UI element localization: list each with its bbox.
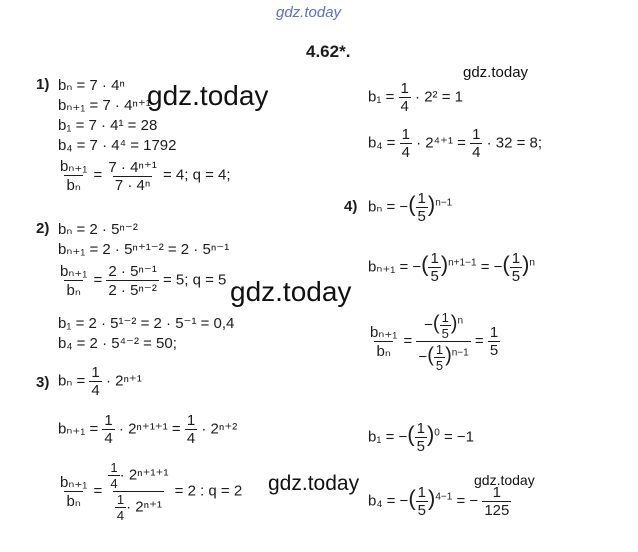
top-sign: − [424,316,433,334]
ratio-top-power: · 2ⁿ⁺¹⁺¹ [119,466,169,484]
watermark-1: gdz.today [463,64,529,81]
part-2-ratio: $\frac{\text{bₙ₊₁}}{\text{bₙ}}$ = $\frac{\text{2 · 5ⁿ⁻¹}}{\text{2 · 5ⁿ⁻²}}$ = 5; q = 5 [60,263,227,299]
watermark-3: gdz.today [230,276,352,307]
frac-num: 1 [416,420,425,437]
right-b1 [368,80,463,115]
frac-num: 1 [430,250,439,267]
frac-num: 1 [91,364,100,381]
frac-den: 4 [116,508,125,523]
b4-label: b₄ = [368,134,396,152]
part-3-line-1 [58,364,142,399]
frac-num: 1 [435,342,444,357]
top-exp: n [457,315,464,327]
bot-sign: − [418,348,428,366]
ratio-eq: = [474,332,484,350]
part-3-line-2 [58,412,237,447]
bn1-mid: · 2ⁿ⁺¹⁺¹ = [118,420,181,438]
frac-num: 1 [104,412,113,429]
p4-b1: b₁ = −( $\frac{1}{5}$ )$^0$ = −1 [368,420,475,455]
bn-exp: n−1 [435,197,453,209]
part-2-tail-2: b₄ = 2 · 5⁴⁻² = 50; [58,335,177,352]
frac-num: 1 [116,492,125,507]
part-1-line-4: b₄ = 7 · 4⁴ = 1792 [58,137,177,154]
frac-num: 1 [441,310,449,325]
frac-den: 4 [110,476,118,491]
frac-den: 4 [401,144,410,161]
bn1-exp-2: n [529,257,535,269]
ratio-num-left: bₙ₊₁ [60,474,88,491]
p4-bn1: bₙ₊₁ = −( $\frac{1}{5}$ )$^{n+1-1}$ = −( $\frac{1}{5}$ )$^n$ [368,250,535,285]
frac-den: 4 [400,98,409,115]
frac-den: 4 [472,144,481,161]
ratio-num-left: bₙ₊₁ [60,158,88,175]
bn1-exp: n+1−1 [448,257,477,269]
part-2-tail-1: b₁ = 2 · 5¹⁻² = 2 · 5⁻¹ = 0,4 [58,315,235,332]
ratio-den-right: 2 · 5ⁿ⁻² [108,282,157,299]
ratio-result: = 5; q = 5 [163,271,227,289]
part-1-line-1: bₙ = 7 · 4ⁿ [58,77,125,94]
ratio-den-left: bₙ [66,282,81,299]
frac-den: 5 [417,502,426,519]
part-2-line-2: bₙ₊₁ = 2 · 5ⁿ⁺¹⁻² = 2 · 5ⁿ⁻¹ [58,241,230,258]
frac-num: 1 [401,126,410,143]
frac-den: 125 [484,502,510,519]
b1-value: · 2² = 1 [415,88,463,106]
p4-b4: b₄ = −( $\frac{1}{5}$ )$^{4-1}$ = − $\frac{1}{125}$ [368,484,510,519]
b4-exp: 4−1 [435,491,453,503]
b1-label: b₁ = [368,88,395,106]
b4-label: b₄ = − [368,492,409,510]
ratio-num-left: bₙ₊₁ [60,263,88,280]
ratio-bottom-power: · 2ⁿ⁺¹ [126,498,162,516]
bot-exp: n−1 [451,347,469,359]
ratio-num-right: 7 · 4ⁿ⁺¹ [108,158,157,176]
p4-bn: bₙ = −( $\frac{1}{5}$ )$^{n-1}$ [368,190,453,225]
frac-den: 5 [511,268,521,285]
p4-ratio: $\frac{\text{bₙ₊₁}}{\text{bₙ}}$ = −( $\frac{1}{5}$ )$^n$ −( $\frac{1}{5}$ )$^{n-1}$ = $\frac{1}{5}$ [370,310,499,373]
bn1-eq: = − [480,258,503,276]
part-4-label: 4) [344,198,358,215]
frac-den: 5 [430,268,439,285]
part-1-line-3: b₁ = 7 · 4¹ = 28 [58,117,158,134]
watermark-4: gdz.today [268,472,360,495]
frac-den: 5 [489,342,499,359]
bn-power: · 2ⁿ⁺¹ [105,372,142,390]
site-watermark-top: gdz.today [276,4,342,21]
ratio-den-left: bₙ [66,177,81,194]
frac-num: 1 [400,80,409,97]
b1-label: b₁ = − [368,428,408,446]
ratio-den-right: 7 · 4ⁿ [114,176,151,194]
frac-num: 1 [492,484,502,501]
frac-num: 1 [417,484,426,501]
frac-num: 1 [186,412,196,429]
ratio-num-left: bₙ₊₁ [370,324,398,341]
bn-label: bₙ = [58,372,86,390]
part-3-label: 3) [36,374,50,391]
part-3-ratio: $\frac{\text{bₙ₊₁}}{\text{bₙ}}$ = $\frac{1}{4}$ · 2ⁿ⁺¹⁺¹ $\frac{1}{4}$ · 2ⁿ⁺¹ = 2 : q = 2 [60,460,243,523]
part-1-line-2: bₙ₊₁ = 7 · 4ⁿ⁺¹ [58,97,151,114]
frac-den: 5 [416,438,425,455]
b4-value: · 32 = 8; [486,134,543,152]
frac-den: 4 [186,430,196,447]
part-2-line-1: bₙ = 2 · 5ⁿ⁻² [58,221,138,238]
part-2-label: 2) [36,220,50,237]
bn-label: bₙ = − [368,198,409,216]
ratio-den-left: bₙ [66,493,81,510]
ratio-result: = 2 : q = 2 [174,482,243,500]
frac-den: 5 [435,358,444,373]
frac-num: 1 [489,324,499,341]
ratio-den-left: bₙ [376,343,391,360]
bn1-label: bₙ₊₁ = − [368,258,422,276]
frac-num: 1 [110,460,118,475]
frac-den: 4 [91,382,100,399]
frac-den: 5 [417,208,426,225]
part-1-label: 1) [36,76,50,93]
ratio-result: = 4; q = 4; [163,166,231,184]
bn1-right: · 2ⁿ⁺² [201,420,238,438]
frac-num: 1 [511,250,521,267]
frac-den: 5 [441,326,449,341]
watermark-2: gdz.today [147,80,269,111]
b4-eq: = − [456,492,479,510]
b1-exp: 0 [434,427,440,439]
right-b4 [368,126,542,161]
part-1-ratio: $\frac{\text{bₙ₊₁}}{\text{bₙ}}$ = $\frac{\text{7 · 4ⁿ⁺¹}}{\text{7 · 4ⁿ}}$ = 4; q = 4; [60,158,231,194]
frac-num: 1 [417,190,426,207]
b4-mid: · 2⁴⁺¹ = [416,134,466,152]
watermark-5: gdz.today [474,472,535,488]
frac-num: 1 [472,126,481,143]
ratio-num-right: 2 · 5ⁿ⁻¹ [108,263,157,280]
problem-number: 4.62*. [306,42,351,61]
b1-value: = −1 [444,428,475,446]
frac-den: 4 [104,430,113,447]
bn1-label: bₙ₊₁ = [58,420,99,438]
